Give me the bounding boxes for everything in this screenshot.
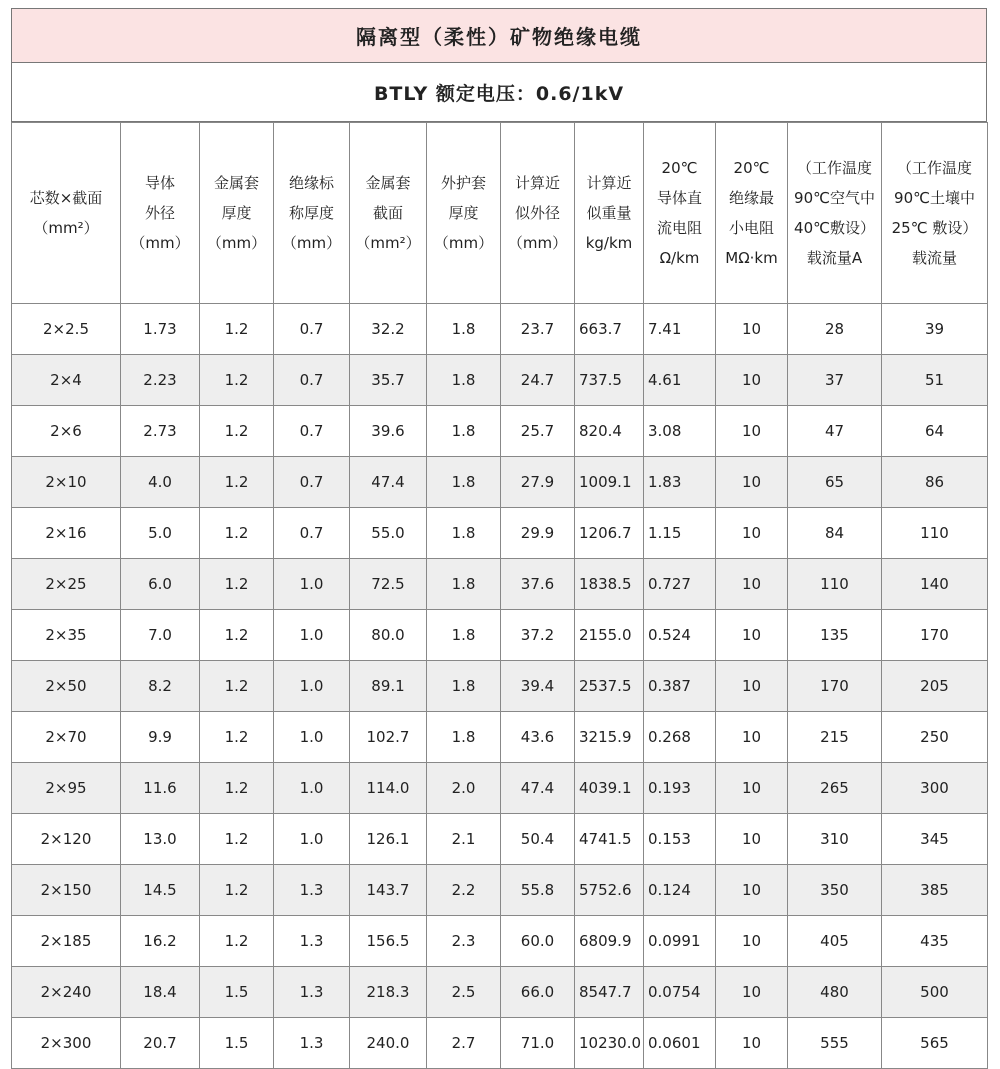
column-header-line: 厚度 [221,204,252,222]
table-row [12,763,988,814]
column-header-line: 20℃ [661,159,698,177]
table-cell: 10 [716,1018,788,1069]
table-row [12,814,988,865]
table-cell: 47.4 [501,763,575,814]
column-header [788,123,882,304]
table-title: 隔离型（柔性）矿物绝缘电缆 [11,8,987,63]
column-header-line: （工作温度 [896,159,972,177]
table-cell: 1.3 [274,916,350,967]
table-cell: 10 [716,610,788,661]
table-cell: 2×150 [12,865,121,916]
table-cell: 2.2 [427,865,501,916]
table-cell: 350 [788,865,882,916]
table-cell: 1.3 [274,865,350,916]
table-cell: 39 [882,304,988,355]
table-cell: 0.0754 [644,967,716,1018]
table-cell: 10 [716,457,788,508]
table-cell: 8.2 [121,661,200,712]
table-cell: 89.1 [350,661,427,712]
cable-spec-table [11,122,988,1069]
table-cell: 1.73 [121,304,200,355]
table-cell: 500 [882,967,988,1018]
column-header-line: 外径 [144,204,175,222]
column-header-line: 厚度 [448,204,479,222]
table-cell: 4.61 [644,355,716,406]
table-row [12,559,988,610]
column-header-line: 90℃土壤中 [894,189,975,207]
table-cell: 1.2 [200,610,274,661]
column-header-line: 金属套 [213,174,259,192]
column-header-line: 似外径 [514,204,560,222]
table-cell: 2.23 [121,355,200,406]
column-header-line: 25℃ 敷设） [891,219,978,237]
column-header-line: 计算近 [514,174,560,192]
table-row [12,304,988,355]
column-header-line: 导体直 [656,189,702,207]
table-cell: 1.2 [200,712,274,763]
table-cell: 1.2 [200,406,274,457]
table-cell: 2×185 [12,916,121,967]
table-cell: 345 [882,814,988,865]
table-cell: 2×95 [12,763,121,814]
table-cell: 14.5 [121,865,200,916]
column-header-line: 外护套 [440,174,486,192]
table-cell: 0.0601 [644,1018,716,1069]
table-cell: 435 [882,916,988,967]
table-cell: 102.7 [350,712,427,763]
table-cell: 110 [882,508,988,559]
table-cell: 170 [882,610,988,661]
table-cell: 10 [716,559,788,610]
table-cell: 1.0 [274,712,350,763]
column-header [427,123,501,304]
table-cell: 10 [716,763,788,814]
table-cell: 2.5 [427,967,501,1018]
table-cell: 143.7 [350,865,427,916]
table-cell: 10 [716,712,788,763]
table-row [12,865,988,916]
table-cell: 140 [882,559,988,610]
table-cell: 1.2 [200,661,274,712]
table-cell: 37.6 [501,559,575,610]
table-cell: 1.3 [274,967,350,1018]
column-header-line: 40℃敷设） [794,219,875,237]
column-header [501,123,575,304]
table-cell: 405 [788,916,882,967]
table-cell: 2×70 [12,712,121,763]
table-cell: 28 [788,304,882,355]
column-header-line: 截面 [372,204,403,222]
table-cell: 310 [788,814,882,865]
table-cell: 135 [788,610,882,661]
table-cell: 1.8 [427,406,501,457]
column-header-line: （mm） [206,234,267,252]
table-cell: 1838.5 [575,559,644,610]
table-cell: 1.0 [274,661,350,712]
table-cell: 4.0 [121,457,200,508]
table-cell: 5.0 [121,508,200,559]
column-header [644,123,716,304]
table-cell: 0.727 [644,559,716,610]
table-cell: 16.2 [121,916,200,967]
table-cell: 20.7 [121,1018,200,1069]
table-cell: 10 [716,967,788,1018]
column-header-line: 计算近 [586,174,632,192]
table-cell: 39.6 [350,406,427,457]
column-header-line: 绝缘最 [728,189,774,207]
column-header-line: MΩ·km [725,249,778,267]
column-header-line: 芯数×截面 [29,189,103,207]
table-cell: 0.7 [274,304,350,355]
table-cell: 0.7 [274,355,350,406]
table-cell: 23.7 [501,304,575,355]
table-subtitle: BTLY 额定电压：0.6/1kV [11,63,987,122]
table-cell: 55.8 [501,865,575,916]
column-header-line: 导体 [144,174,175,192]
table-cell: 215 [788,712,882,763]
table-cell: 737.5 [575,355,644,406]
table-cell: 1.2 [200,304,274,355]
table-cell: 385 [882,865,988,916]
table-cell: 126.1 [350,814,427,865]
table-cell: 1.83 [644,457,716,508]
column-header-line: 称厚度 [288,204,334,222]
table-body [12,304,988,1069]
table-cell: 84 [788,508,882,559]
table-cell: 0.7 [274,457,350,508]
table-cell: 0.524 [644,610,716,661]
table-cell: 1.0 [274,763,350,814]
table-cell: 10 [716,304,788,355]
table-cell: 663.7 [575,304,644,355]
column-header [121,123,200,304]
table-cell: 0.7 [274,508,350,559]
table-cell: 156.5 [350,916,427,967]
table-cell: 2×120 [12,814,121,865]
table-cell: 1009.1 [575,457,644,508]
table-cell: 1.2 [200,355,274,406]
table-cell: 2.73 [121,406,200,457]
table-cell: 2×50 [12,661,121,712]
table-cell: 2×10 [12,457,121,508]
table-cell: 55.0 [350,508,427,559]
table-cell: 5752.6 [575,865,644,916]
table-cell: 1.2 [200,865,274,916]
table-cell: 10 [716,355,788,406]
table-cell: 1.8 [427,355,501,406]
table-cell: 11.6 [121,763,200,814]
table-cell: 13.0 [121,814,200,865]
table-cell: 1.2 [200,457,274,508]
column-header-line: 载流量A [806,249,863,267]
table-cell: 4741.5 [575,814,644,865]
table-cell: 218.3 [350,967,427,1018]
table-cell: 80.0 [350,610,427,661]
column-header [350,123,427,304]
column-header-line: 似重量 [586,204,632,222]
table-cell: 32.2 [350,304,427,355]
table-cell: 8547.7 [575,967,644,1018]
table-cell: 2×25 [12,559,121,610]
table-cell: 9.9 [121,712,200,763]
table-cell: 1.8 [427,508,501,559]
table-cell: 2×2.5 [12,304,121,355]
table-cell: 1.2 [200,763,274,814]
table-cell: 10 [716,661,788,712]
table-cell: 2155.0 [575,610,644,661]
table-cell: 3215.9 [575,712,644,763]
table-cell: 1206.7 [575,508,644,559]
table-cell: 10 [716,508,788,559]
table-cell: 2×4 [12,355,121,406]
column-header [882,123,988,304]
table-cell: 3.08 [644,406,716,457]
table-cell: 66.0 [501,967,575,1018]
column-header-line: kg/km [585,234,633,252]
table-cell: 27.9 [501,457,575,508]
table-cell: 480 [788,967,882,1018]
table-cell: 2.3 [427,916,501,967]
table-cell: 1.8 [427,559,501,610]
table-row [12,712,988,763]
column-header-line: （mm²） [33,219,99,237]
column-header [274,123,350,304]
table-cell: 43.6 [501,712,575,763]
table-cell: 300 [882,763,988,814]
column-header-line: 流电阻 [656,219,702,237]
table-cell: 1.5 [200,1018,274,1069]
table-cell: 1.2 [200,508,274,559]
table-cell: 37.2 [501,610,575,661]
table-row [12,508,988,559]
table-row [12,355,988,406]
table-cell: 2×300 [12,1018,121,1069]
table-cell: 51 [882,355,988,406]
column-header-line: 20℃ [733,159,770,177]
table-cell: 50.4 [501,814,575,865]
table-cell: 820.4 [575,406,644,457]
table-cell: 0.0991 [644,916,716,967]
table-cell: 2×35 [12,610,121,661]
table-cell: 6.0 [121,559,200,610]
table-cell: 2.1 [427,814,501,865]
table-cell: 24.7 [501,355,575,406]
table-cell: 555 [788,1018,882,1069]
table-row [12,967,988,1018]
table-cell: 265 [788,763,882,814]
column-header-line: （mm） [130,234,190,252]
table-cell: 65 [788,457,882,508]
column-header-line: （mm²） [355,234,421,252]
table-cell: 0.193 [644,763,716,814]
column-header-line: 小电阻 [728,219,774,237]
table-cell: 6809.9 [575,916,644,967]
table-cell: 1.2 [200,559,274,610]
table-cell: 565 [882,1018,988,1069]
header-row [12,123,988,304]
column-header-line: （mm） [507,234,568,252]
column-header-line: （mm） [433,234,494,252]
column-header [12,123,121,304]
table-cell: 2×6 [12,406,121,457]
table-cell: 1.0 [274,610,350,661]
column-header [575,123,644,304]
table-cell: 37 [788,355,882,406]
column-header [200,123,274,304]
table-row [12,1018,988,1069]
table-cell: 1.0 [274,559,350,610]
column-header-line: Ω/km [659,249,700,267]
table-cell: 1.0 [274,814,350,865]
table-cell: 1.8 [427,610,501,661]
column-header [716,123,788,304]
table-cell: 1.8 [427,661,501,712]
table-cell: 7.41 [644,304,716,355]
table-cell: 25.7 [501,406,575,457]
table-cell: 1.2 [200,814,274,865]
table-cell: 1.3 [274,1018,350,1069]
table-cell: 2537.5 [575,661,644,712]
table-cell: 0.153 [644,814,716,865]
table-row [12,610,988,661]
table-row [12,916,988,967]
table-cell: 10 [716,865,788,916]
table-cell: 205 [882,661,988,712]
table-cell: 7.0 [121,610,200,661]
table-cell: 35.7 [350,355,427,406]
table-cell: 0.387 [644,661,716,712]
table-cell: 86 [882,457,988,508]
spec-sheet [11,8,987,1069]
column-header-line: 金属套 [365,174,411,192]
table-cell: 2×16 [12,508,121,559]
table-cell: 1.8 [427,304,501,355]
column-header-line: 90℃空气中 [794,189,875,207]
table-cell: 0.268 [644,712,716,763]
table-cell: 2.7 [427,1018,501,1069]
table-row [12,406,988,457]
table-cell: 0.7 [274,406,350,457]
table-cell: 29.9 [501,508,575,559]
table-row [12,457,988,508]
table-cell: 110 [788,559,882,610]
table-cell: 39.4 [501,661,575,712]
table-cell: 47 [788,406,882,457]
column-header-line: 绝缘标 [288,174,334,192]
table-cell: 72.5 [350,559,427,610]
table-cell: 64 [882,406,988,457]
table-cell: 250 [882,712,988,763]
table-cell: 1.2 [200,916,274,967]
table-cell: 114.0 [350,763,427,814]
table-cell: 240.0 [350,1018,427,1069]
table-cell: 0.124 [644,865,716,916]
table-cell: 60.0 [501,916,575,967]
table-cell: 1.15 [644,508,716,559]
column-header-line: （工作温度 [796,159,872,177]
table-cell: 170 [788,661,882,712]
table-cell: 71.0 [501,1018,575,1069]
table-row [12,661,988,712]
table-cell: 2.0 [427,763,501,814]
table-cell: 10 [716,916,788,967]
table-cell: 47.4 [350,457,427,508]
table-cell: 1.5 [200,967,274,1018]
table-cell: 18.4 [121,967,200,1018]
table-cell: 10 [716,406,788,457]
table-cell: 10230.0 [575,1018,644,1069]
table-cell: 10 [716,814,788,865]
table-cell: 1.8 [427,712,501,763]
table-cell: 4039.1 [575,763,644,814]
column-header-line: （mm） [281,234,342,252]
column-header-line: 载流量 [911,249,957,267]
table-cell: 2×240 [12,967,121,1018]
table-cell: 1.8 [427,457,501,508]
